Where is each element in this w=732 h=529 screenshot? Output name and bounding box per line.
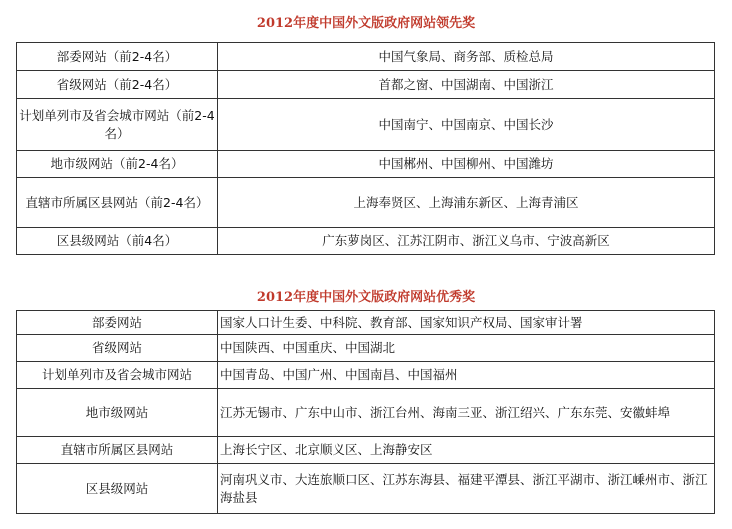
winners-cell: 江苏无锡市、广东中山市、浙江台州、海南三亚、浙江绍兴、广东东莞、安徽蚌埠 <box>218 389 715 437</box>
category-cell: 地市级网站 <box>17 389 218 437</box>
table-row <box>17 151 715 178</box>
winners-cell: 首都之窗、中国湖南、中国浙江 <box>218 71 715 99</box>
winners-cell: 国家人口计生委、中科院、教育部、国家知识产权局、国家审计署 <box>218 311 715 335</box>
category-cell: 计划单列市及省会城市网站（前2-4名） <box>17 99 218 151</box>
leading-award-table <box>16 42 715 255</box>
table-row <box>17 437 715 464</box>
winners-cell: 广东萝岗区、江苏江阴市、浙江义乌市、宁波高新区 <box>218 228 715 255</box>
section1-title: 2012年度中国外文版政府网站领先奖 <box>256 16 476 31</box>
table-row <box>17 71 715 99</box>
table-row <box>17 362 715 389</box>
category-cell: 直辖市所属区县网站（前2-4名） <box>17 178 218 228</box>
table-row <box>17 99 715 151</box>
winners-cell: 上海奉贤区、上海浦东新区、上海青浦区 <box>218 178 715 228</box>
table-row <box>17 178 715 228</box>
category-cell: 直辖市所属区县网站 <box>17 437 218 464</box>
category-cell: 区县级网站（前4名） <box>17 228 218 255</box>
category-cell: 省级网站（前2-4名） <box>17 71 218 99</box>
category-cell: 计划单列市及省会城市网站 <box>17 362 218 389</box>
category-cell: 部委网站（前2-4名） <box>17 43 218 71</box>
table-row <box>17 228 715 255</box>
winners-cell: 中国气象局、商务部、质检总局 <box>218 43 715 71</box>
category-cell: 部委网站 <box>17 311 218 335</box>
table-row <box>17 311 715 335</box>
category-cell: 省级网站 <box>17 335 218 362</box>
category-cell: 地市级网站（前2-4名） <box>17 151 218 178</box>
excellence-award-table <box>16 310 715 514</box>
winners-cell: 中国郴州、中国柳州、中国潍坊 <box>218 151 715 178</box>
table-row <box>17 43 715 71</box>
table-row <box>17 389 715 437</box>
table-row <box>17 464 715 514</box>
winners-cell: 中国陕西、中国重庆、中国湖北 <box>218 335 715 362</box>
winners-cell: 中国青岛、中国广州、中国南昌、中国福州 <box>218 362 715 389</box>
table-row <box>17 335 715 362</box>
winners-cell: 上海长宁区、北京顺义区、上海静安区 <box>218 437 715 464</box>
winners-cell: 河南巩义市、大连旅顺口区、江苏东海县、福建平潭县、浙江平湖市、浙江嵊州市、浙江海盐县 <box>218 464 715 514</box>
section2-title: 2012年度中国外文版政府网站优秀奖 <box>256 290 476 305</box>
winners-cell: 中国南宁、中国南京、中国长沙 <box>218 99 715 151</box>
category-cell: 区县级网站 <box>17 464 218 514</box>
